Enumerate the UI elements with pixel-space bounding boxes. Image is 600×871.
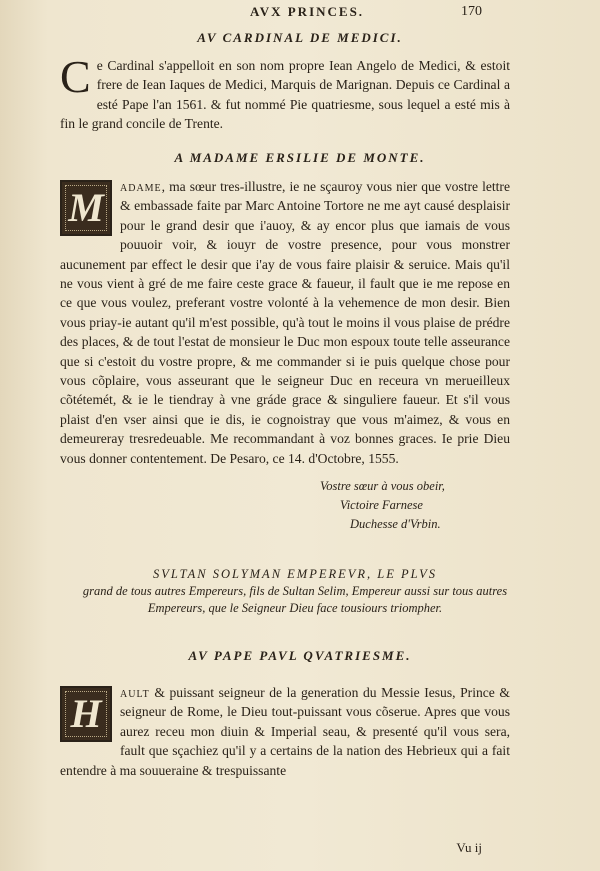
running-title: AVX PRINCES. (250, 4, 365, 19)
signature-line-1: Vostre sœur à vous obeir, (320, 479, 445, 493)
section-heading-pape: AV PAPE PAVL QVATRIESME. (188, 648, 412, 663)
sultan-heading-caps: SVLTAN SOLYMAN EMPEREVR, LE PLVS (153, 567, 437, 581)
section-heading-sultan (75, 566, 515, 617)
page-number: 170 (461, 4, 482, 19)
letter-ersilie-body: , ma sœur tres-illustre, ie ne sçauroy vous nier que vostre lettre & embassade faite par Marc Antoine Tortore ne me ayt causé desplaisir pour le grand desir que i'auoy, & ay encor plus que iamais de vous pouuoir voir, & iouyr de vostre presence, pour vous monstrer aucunement par effect le desir que i'ay de vous faire plaisir & seruice. Mais qu'il ne vous vient à gré de me faire ceste grace & faueur, il fault que ie me repose en ce que vous voulez, preferant vostre volonté à la vehemence de mon desir. Bien vous priay-ie autant qu'il m'est possible, qu'à tout le moins il vous plaise de prédre des places, & de tout l'estat de monsieur le Duc mon espoux toute telle asseurance que si c'estoit du vostre propre, & me commander si ie puis quelque chose pour vous cõplaire, vous asseurant que le seigneur Duc en receura vn merueilleux cõtétemét, & ie le tiendray à vne gráde grace & singuliere faueur. Et s'il vous plaist d'en vser ainsi que ie dis, ie cognoistray que vous m'aimez, & vous en demeureray tresredeuable. Me recommandant à voz bonnes graces. Ie prie Dieu vous donner contentement. De Pesaro, ce 14. d'Octobre, 1555. (60, 179, 510, 466)
paragraph-cardinal (60, 51, 510, 134)
paragraph-cardinal-text (60, 51, 510, 134)
letter-pape-salutation: ault (120, 685, 150, 700)
signature-block (320, 477, 520, 534)
letter-pape-text (60, 683, 510, 780)
running-head (0, 4, 600, 22)
section-heading-cardinal: AV CARDINAL DE MEDICI. (197, 30, 403, 45)
letter-salutation: adame (120, 179, 162, 194)
sultan-heading-rest: grand de tous autres Empereurs, fils de Sultan Selim, Empereur aussi sur tous autres Empereurs, que le Seigneur Dieu face tousiours triompher. (82, 584, 508, 615)
letter-ersilie-text (60, 177, 510, 468)
letter-pape (60, 683, 510, 780)
ornamental-dropcap-h: H (60, 686, 112, 742)
signature-line-2: Victoire Farnese (340, 498, 423, 512)
catchwords: Vu ij (456, 840, 482, 855)
paragraph-cardinal-body: e Cardinal s'appelloit en son nom propre Iean Angelo de Medici, & estoit frere de Iean Iaques de Medici, Marquis de Marignan. Depuis ce Cardinal a esté Pape l'an 1561. & fut nommé Pie quatriesme, sous lequel a esté mis à fin le grand concile de Trente. (60, 58, 510, 132)
section-heading-ersilie: A MADAME ERSILIE DE MONTE. (174, 150, 426, 165)
letter-ersilie (60, 177, 510, 468)
dropcap-c: C (60, 51, 91, 102)
signature-line-3: Duchesse d'Vrbin. (350, 517, 441, 531)
letter-pape-body: & puissant seigneur de la generation du Messie Iesus, Prince & seigneur de Rome, le Dieu tout-puissant vous cõserue. Apres que vous aurez receu mon diuin & Imperial seau, & presenté qu'il vous sera, fault que sçachiez qu'il y a certains de la nation des Hebrieux qui a fait entendre à ma souueraine & trespuissante (60, 685, 510, 778)
ornamental-dropcap-m: M (60, 180, 112, 236)
